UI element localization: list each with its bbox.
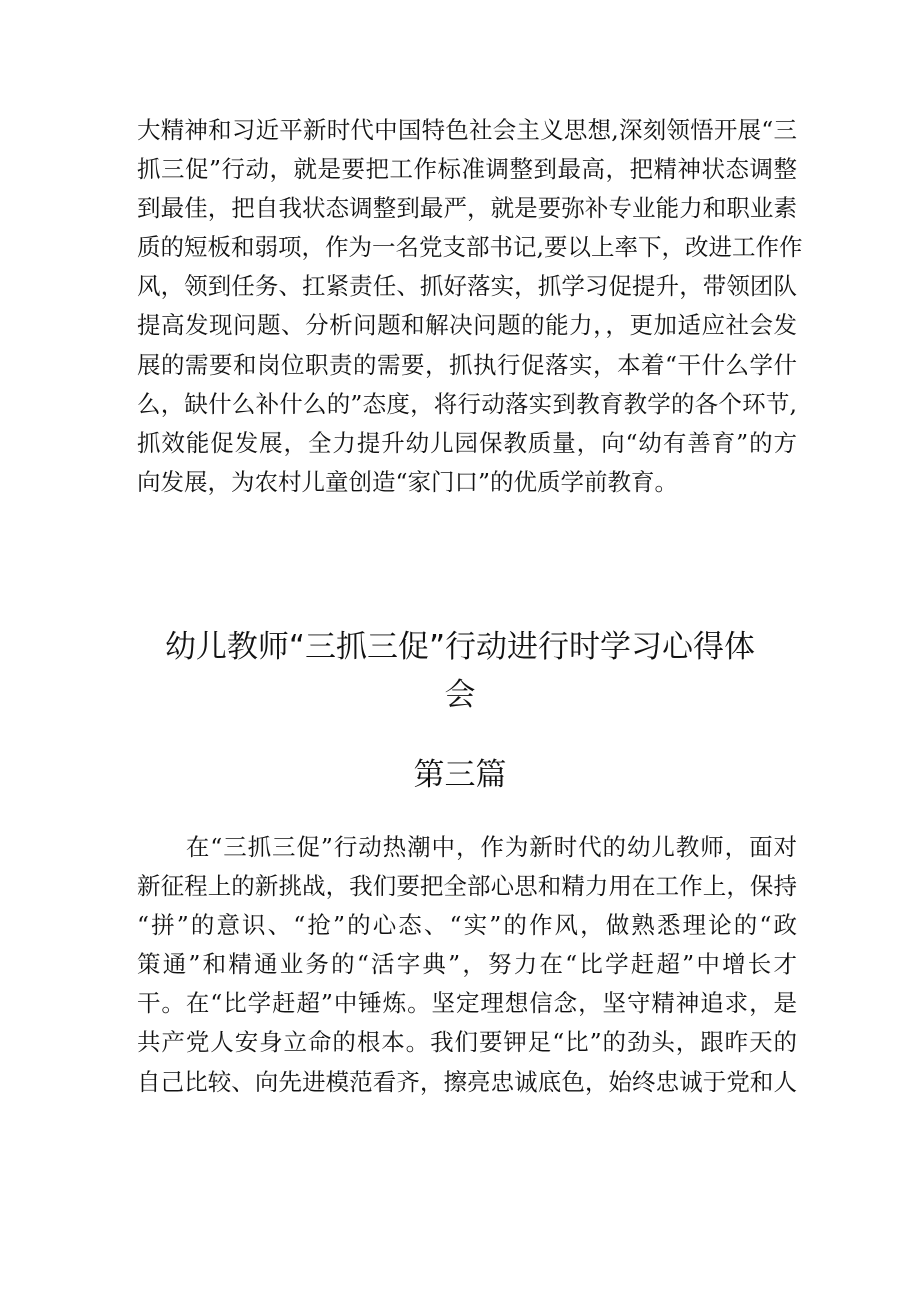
paragraph-line: 策通”和精通业务的“活字典”，努力在“比学赶超”中增长才 xyxy=(137,950,797,979)
paragraph-line: 抓三促”行动，就是要把工作标准调整到最高，把精神状态调整 xyxy=(137,155,797,184)
article-title: 幼儿教师“三抓三促”行动进行时学习心得体 xyxy=(164,629,756,665)
paragraph-line: 向发展，为农村儿童创造“家门口”的优质学前教育。 xyxy=(137,467,679,496)
paragraph-line: 新征程上的新挑战，我们要把全部心思和精力用在工作上，保持 xyxy=(137,872,797,901)
paragraph-line: 干。在“比学赶超”中锤炼。坚定理想信念，坚守精神追求，是 xyxy=(137,989,797,1018)
paragraph-line: 展的需要和岗位职责的需要，抓执行促落实，本着“干什么学什 xyxy=(137,350,797,379)
paragraph-line: 风，领到任务、扛紧责任、抓好落实，抓学习促提升，带领团队 xyxy=(137,272,797,301)
paragraph-line: 抓效能促发展，全力提升幼儿园保教质量，向“幼有善育”的方 xyxy=(137,428,797,457)
section-subtitle: 第三篇 xyxy=(413,757,507,793)
paragraph-line: 提高发现问题、分析问题和解决问题的能力，，更加适应社会发 xyxy=(137,311,797,340)
bottom-paragraph xyxy=(137,828,797,1102)
paragraph-line: 自己比较、向先进模范看齐，擦亮忠诚底色，始终忠诚于党和人 xyxy=(137,1067,797,1096)
top-paragraph xyxy=(137,111,803,502)
paragraph-line: 么，缺什么补什么的”态度，将行动落实到教育教学的各个环节, xyxy=(137,389,797,418)
paragraph-line: 到最佳，把自我状态调整到最严，就是要弥补专业能力和职业素 xyxy=(137,194,797,223)
paragraph-line: 共产党人安身立命的根本。我们要钾足“比”的劲头，跟昨天的 xyxy=(137,1028,797,1057)
paragraph-line: 在“三抓三促”行动热潮中，作为新时代的幼儿教师，面对 xyxy=(137,833,797,861)
paragraph-line: 质的短板和弱项，作为一名党支部书记,要以上率下，改进工作作 xyxy=(137,233,803,262)
article-title-continuation: 会 xyxy=(444,677,476,713)
paragraph-line: “拼”的意识、“抢”的心态、“实”的作风，做熟悉理论的“政 xyxy=(137,911,797,940)
paragraph-line: 大精神和习近平新时代中国特色社会主义思想,深刻领悟开展“三 xyxy=(137,116,797,144)
